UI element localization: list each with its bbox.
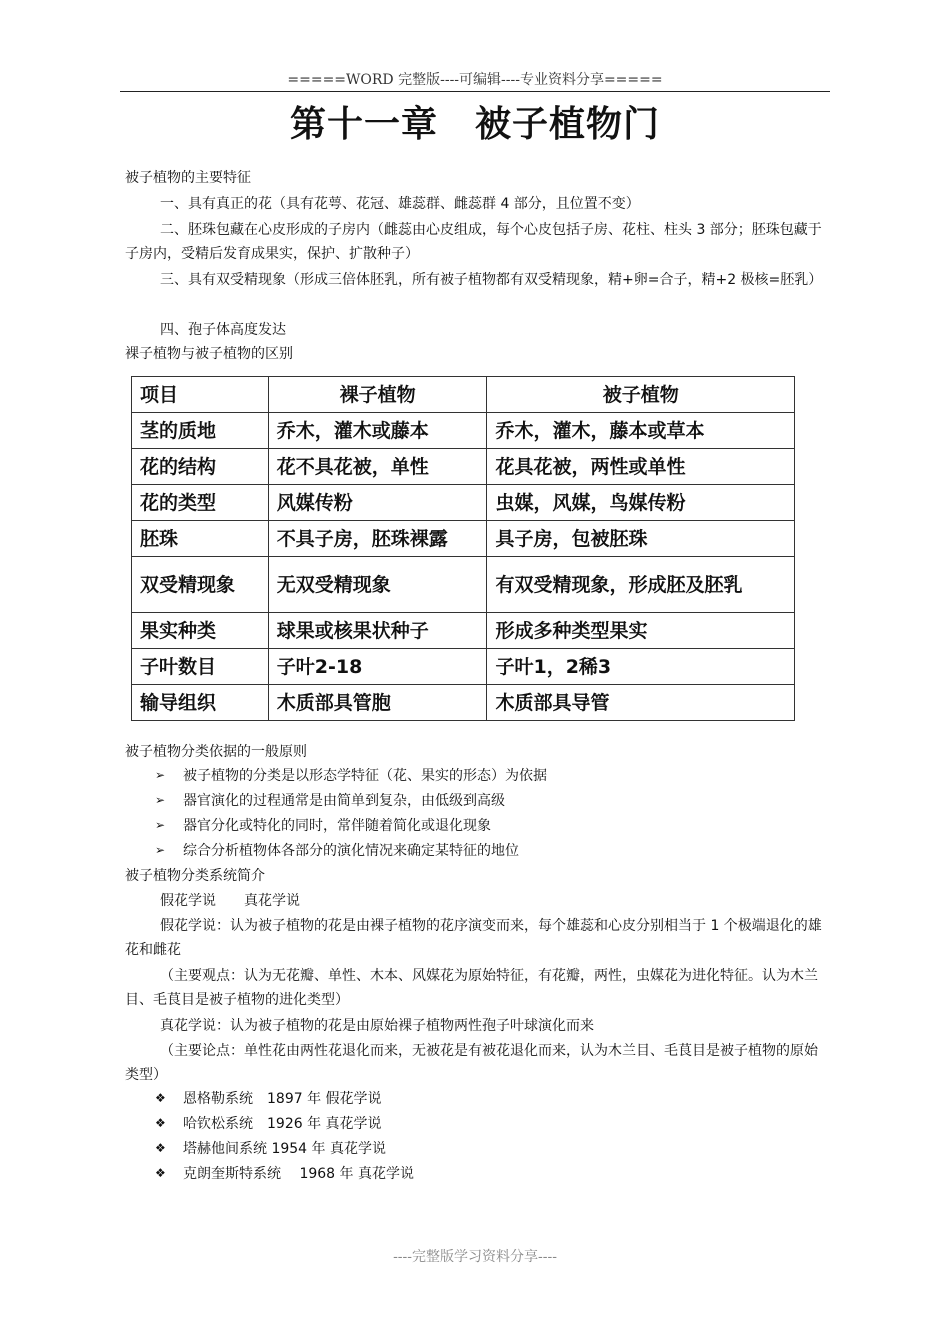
arrow-bullet-icon: ➢	[155, 818, 166, 832]
feature-item-1: 一、具有真正的花（具有花萼、花冠、雄蕊群、雌蕊群 4 部分，且位置不变）	[160, 196, 640, 212]
system-list-item: 克朗奎斯特系统 1968 年 真花学说	[183, 1166, 414, 1182]
table-cell: 形成多种类型果实	[487, 613, 795, 649]
table-row	[132, 649, 795, 685]
table-row	[132, 485, 795, 521]
table-header-cell: 裸子植物	[268, 377, 487, 413]
feature-item-3: 三、具有双受精现象（形成三倍体胚乳，所有被子植物都有双受精现象，精+卵=合子，精+2 极核=胚乳）	[160, 272, 823, 288]
table-row	[132, 413, 795, 449]
comparison-heading: 裸子植物与被子植物的区别	[125, 346, 293, 362]
feature-item-2: 二、胚珠包藏在心皮形成的子房内（雌蕊由心皮组成，每个心皮包括子房、花柱、柱头 3 部分；胚珠包藏于子房内，受精后发育成果实，保护、扩散种子）	[125, 222, 822, 262]
euanthium-view: （主要论点：单性花由两性花退化而来，无被花是有被花退化而来，认为木兰目、毛茛目是被子植物的原始类型）	[125, 1043, 818, 1083]
table-row	[132, 557, 795, 613]
arrow-bullet-icon: ➢	[155, 843, 166, 857]
table-cell: 无双受精现象	[268, 557, 487, 613]
table-cell: 子叶数目	[132, 649, 269, 685]
table-cell: 乔木，灌木或藤本	[268, 413, 487, 449]
table-row	[132, 449, 795, 485]
table-cell: 虫媒，风媒，鸟媒传粉	[487, 485, 795, 521]
table-cell: 果实种类	[132, 613, 269, 649]
table-header-cell: 项目	[132, 377, 269, 413]
page-footer: ----完整版学习资料分享----	[393, 1249, 557, 1265]
table-row	[132, 521, 795, 557]
table-cell: 乔木，灌木，藤本或草本	[487, 413, 795, 449]
table-row	[132, 685, 795, 721]
diamond-bullet-icon: ❖	[155, 1116, 166, 1130]
table-cell: 双受精现象	[132, 557, 269, 613]
principles-heading: 被子植物分类依据的一般原则	[125, 744, 307, 760]
page-header: =====WORD 完整版----可编辑----专业资料分享=====	[120, 69, 830, 92]
chapter-title: 第十一章 被子植物门	[289, 104, 660, 145]
principle-item: 被子植物的分类是以形态学特征（花、果实的形态）为依据	[183, 768, 547, 784]
table-cell: 子叶2-18	[268, 649, 487, 685]
table-cell: 输导组织	[132, 685, 269, 721]
table-cell: 茎的质地	[132, 413, 269, 449]
principle-item: 器官分化或特化的同时，常伴随着简化或退化现象	[183, 818, 491, 834]
arrow-bullet-icon: ➢	[155, 768, 166, 782]
principle-item: 器官演化的过程通常是由简单到复杂，由低级到高级	[183, 793, 505, 809]
systems-heading: 被子植物分类系统简介	[125, 868, 265, 884]
table-cell: 不具子房，胚珠裸露	[268, 521, 487, 557]
system-list-item: 塔赫他间系统 1954 年 真花学说	[183, 1141, 386, 1157]
system-list-item: 哈钦松系统 1926 年 真花学说	[183, 1116, 382, 1132]
table-cell: 具子房，包被胚珠	[487, 521, 795, 557]
table-cell: 花的结构	[132, 449, 269, 485]
comparison-table	[131, 376, 795, 721]
system-list-item: 恩格勒系统 1897 年 假花学说	[183, 1091, 382, 1107]
table-header-cell: 被子植物	[487, 377, 795, 413]
table-cell: 风媒传粉	[268, 485, 487, 521]
table-cell: 木质部具管胞	[268, 685, 487, 721]
pseudanthium-theory: 假花学说：认为被子植物的花是由裸子植物的花序演变而来，每个雄蕊和心皮分别相当于 1 个极端退化的雄花和雌花	[125, 918, 822, 958]
table-cell: 花的类型	[132, 485, 269, 521]
feature-item-4: 四、孢子体高度发达	[160, 322, 286, 338]
diamond-bullet-icon: ❖	[155, 1091, 166, 1105]
table-cell: 有双受精现象，形成胚及胚乳	[487, 557, 795, 613]
arrow-bullet-icon: ➢	[155, 793, 166, 807]
table-header-row	[132, 377, 795, 413]
euanthium-theory: 真花学说：认为被子植物的花是由原始裸子植物两性孢子叶球演化而来	[160, 1018, 594, 1034]
table-cell: 花不具花被，单性	[268, 449, 487, 485]
diamond-bullet-icon: ❖	[155, 1166, 166, 1180]
table-row	[132, 613, 795, 649]
principle-item: 综合分析植物体各部分的演化情况来确定某特征的地位	[183, 843, 519, 859]
theories-line: 假花学说 真花学说	[160, 893, 300, 909]
table-cell: 子叶1，2稀3	[487, 649, 795, 685]
table-cell: 球果或核果状种子	[268, 613, 487, 649]
table-cell: 胚珠	[132, 521, 269, 557]
pseudanthium-view: （主要观点：认为无花瓣、单性、木本、风媒花为原始特征，有花瓣，两性，虫媒花为进化特征。认为木兰目、毛茛目是被子植物的进化类型）	[125, 968, 818, 1008]
features-heading: 被子植物的主要特征	[125, 170, 251, 186]
table-cell: 花具花被，两性或单性	[487, 449, 795, 485]
table-cell: 木质部具导管	[487, 685, 795, 721]
diamond-bullet-icon: ❖	[155, 1141, 166, 1155]
